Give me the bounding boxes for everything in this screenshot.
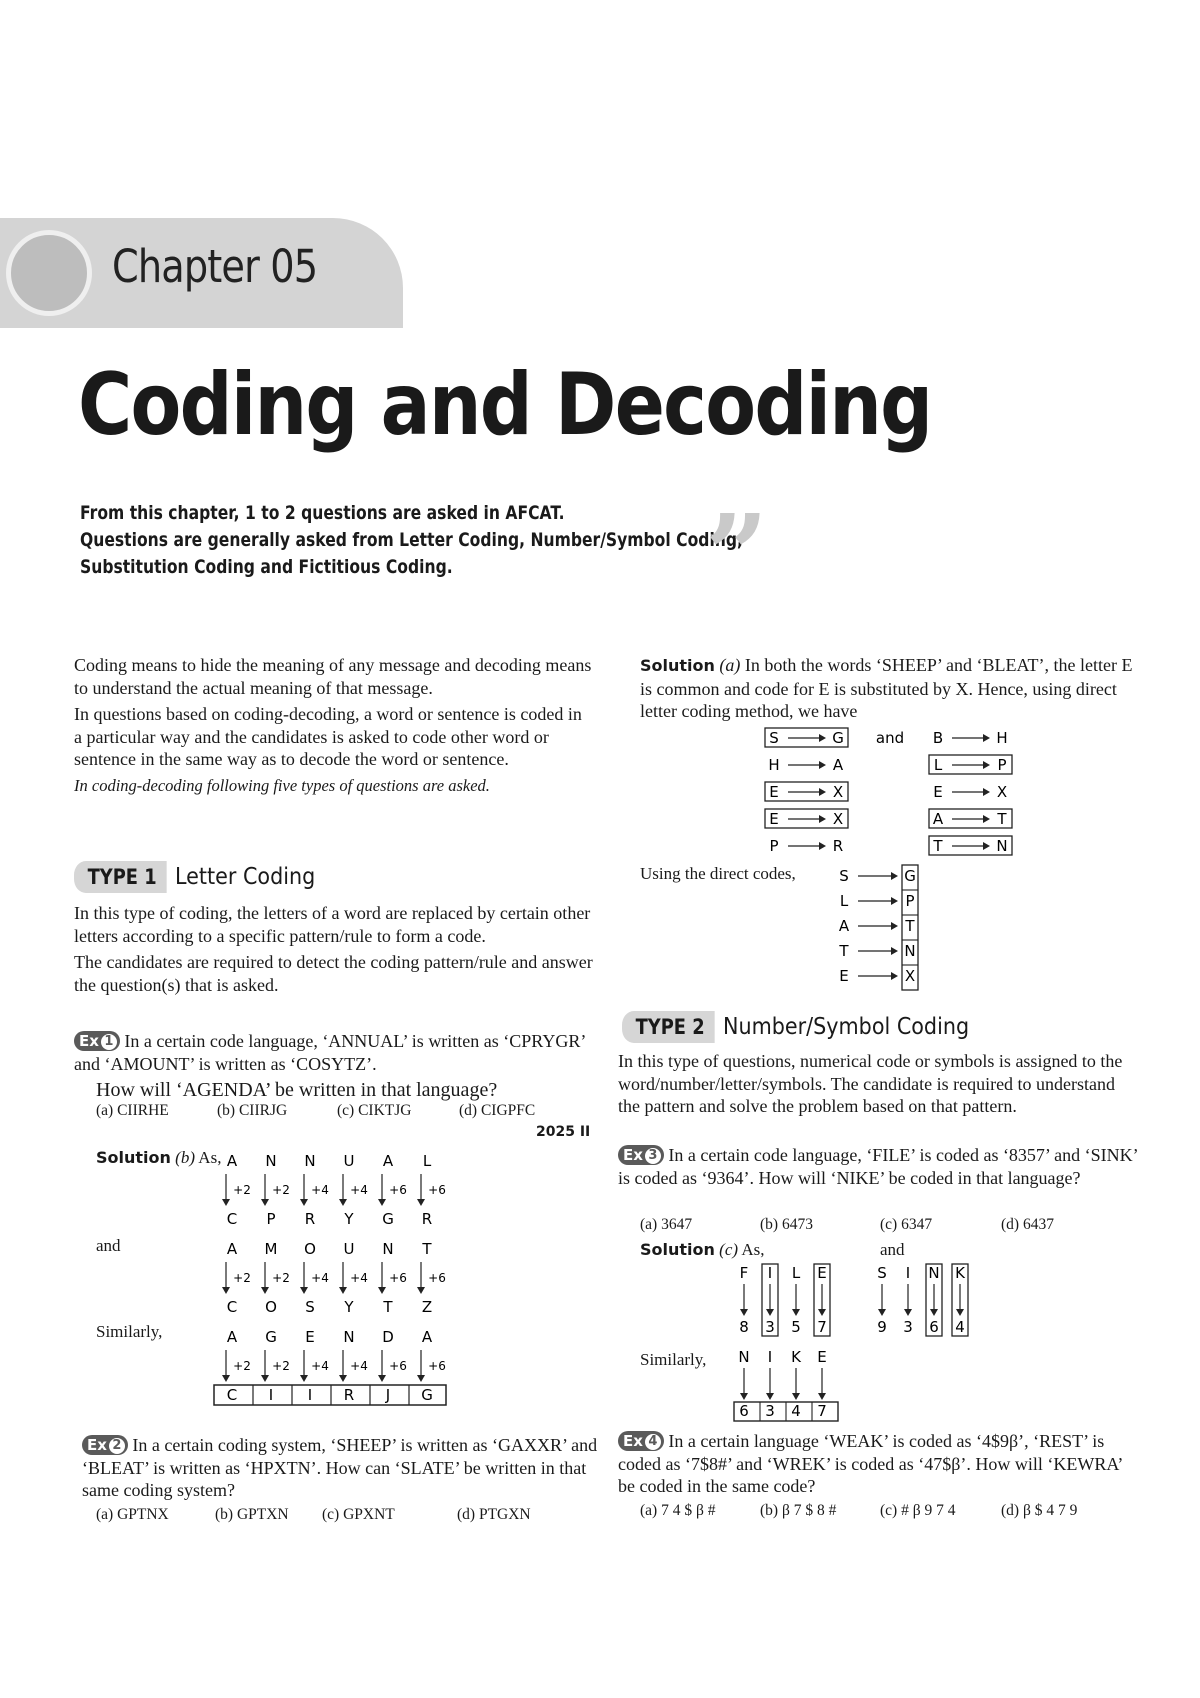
ex1-row3-step: +4 [311,1359,329,1373]
type1-name: Letter Coding [175,864,316,890]
nike-arrow-head [792,1393,800,1400]
type2-heading [622,1010,997,1044]
nike-letter: I [767,1348,773,1366]
ex4-options [640,1502,1077,1520]
nike-digit: 4 [791,1402,801,1420]
ex1-row3-top-letter: E [305,1328,315,1346]
ex1-row1-bottom-letter: C [226,1210,238,1228]
ex1-solution-label: Solution [96,1148,171,1167]
bleat-map-arrow-head [983,815,990,823]
ex2-solution-label: Solution [640,656,715,675]
sheep-map-source-letter: P [769,837,779,855]
bleat-map-source-letter: A [932,810,944,828]
ex1-row3-arrow-head [222,1375,230,1382]
ex3-text: In a certain code language, ‘FILE’ is coded as ‘8357’ and ‘SINK’ is coded as ‘9364’. How will ‘NIKE’ be coded in that language? [618,1145,1138,1188]
sheep-map-code-letter: G [832,729,844,747]
sheep-map-code-letter: X [832,810,844,828]
sink-letter: I [905,1264,911,1282]
nike-digit: 6 [739,1402,749,1420]
sink-arrow-head [878,1309,886,1316]
ex3-nike-diagram [732,1346,842,1426]
ex1-row1-step: +4 [311,1183,329,1197]
ex1-row2-bottom-letter: T [383,1298,393,1316]
ex1-row3-step: +4 [350,1359,368,1373]
ex3-solution-answer: (c) [719,1240,739,1259]
para-coding-questions: In questions based on coding-decoding, a word or sentence is coded in a particular way and the candidates is asked to code other word or sentence in the same way as to decode the word or sentence. [74,704,582,769]
ex1-row3-step: +2 [272,1359,290,1373]
ex1-row3-bottom-letter: I [307,1386,313,1404]
ex2-badge [82,1435,128,1455]
nike-digit: 7 [817,1402,827,1420]
nike-letter: E [817,1348,827,1366]
bleat-map-source-letter: B [932,729,944,747]
ex3-options [640,1216,1054,1234]
direct-source-letter: S [839,867,849,885]
nike-letter: K [791,1348,801,1366]
ex2-direct-codes [836,864,936,994]
quote-mark-icon: ” [705,490,769,619]
ex1-row1-bottom-letter: R [421,1210,433,1228]
ex3-option-a: (a) 3647 [640,1216,693,1233]
bleat-map-code-letter: T [997,810,1007,828]
sheep-map-arrow-head [819,788,826,796]
ex2-solution [640,654,1140,727]
ex2-option-d: (d) PTGXN [457,1506,531,1523]
bleat-map-code-letter: X [996,783,1008,801]
sheep-map-source-letter: S [769,729,779,747]
ex1-row1-top-letter: N [265,1152,277,1170]
bleat-map-source-letter: T [933,837,943,855]
file-arrow-head [740,1309,748,1316]
chapter-title: Coding and Decoding [78,355,932,455]
ex1-row2-step: +6 [389,1271,407,1285]
sheep-map-source-letter: E [769,783,779,801]
nike-letter: N [738,1348,750,1366]
para-five-types: In coding-decoding following five types of questions are asked. [74,775,490,795]
direct-source-letter: T [839,942,849,960]
ex1-row2-arrow-head [222,1287,230,1294]
direct-arrow-head [891,922,898,930]
ex1-row2-bottom-letter: S [305,1298,315,1316]
direct-source-letter: L [839,892,849,910]
ex1-row1-step: +2 [272,1183,290,1197]
ex1-row3-top-letter: D [382,1328,394,1346]
ex2-options [96,1506,531,1524]
ex1-row1-step: +2 [233,1183,251,1197]
intro-line-3: Substitution Coding and Fictitious Coding. [80,556,453,578]
ex1-row3-step: +6 [428,1359,446,1373]
ex1-row2-top-letter: M [264,1240,278,1258]
example-4 [618,1430,1138,1502]
bleat-map-arrow-head [983,734,990,742]
ex1-row2-arrow-head [300,1287,308,1294]
ex2-option-b: (b) GPTXN [215,1506,289,1523]
file-letter: L [791,1264,801,1282]
ex1-row1-top-letter: A [382,1152,394,1170]
sheep-map-source-letter: E [769,810,779,828]
ex1-option-a: (a) CIIRHE [96,1102,169,1119]
ex1-row1-arrow-head [378,1199,386,1206]
ex1-row3-bottom-letter: G [421,1386,433,1404]
ex1-row1-arrow-head [339,1199,347,1206]
ex1-option-c: (c) CIKTJG [337,1102,412,1119]
chapter-circle-icon [6,230,92,316]
direct-arrow-head [891,947,898,955]
direct-source-letter: A [838,917,850,935]
ex1-solution-as: As, [198,1148,222,1167]
sheep-map-source-letter: H [768,756,780,774]
intro-line-2: Questions are generally asked from Letter Coding, Number/Symbol Coding, [80,529,743,551]
sink-digit: 9 [877,1318,887,1336]
direct-code-letter: T [905,917,915,935]
ex1-row3-top-letter: A [421,1328,433,1346]
file-arrow-head [818,1309,826,1316]
ex3-badge-label: Ex [623,1146,643,1164]
nike-arrow-head [766,1393,774,1400]
left-column [74,654,594,801]
ex1-row2-step: +4 [311,1271,329,1285]
bleat-map-arrow-head [983,788,990,796]
ex1-row2-bottom-letter: C [226,1298,238,1316]
sink-letter: S [877,1264,887,1282]
ex1-row1-step: +6 [389,1183,407,1197]
sheep-map-arrow-head [819,761,826,769]
ex4-text: In a certain language ‘WEAK’ is coded as ‘4$9β’, ‘REST’ is coded as ‘7$8#’ and ‘WREK’ is coded as ‘47$β’. How will ‘KEWRA’ be coded in the same code? [618,1431,1123,1496]
direct-code-letter: P [905,892,915,910]
sheep-map-code-letter: X [832,783,844,801]
ex4-badge [618,1431,664,1451]
ex1-row2-arrow-head [417,1287,425,1294]
file-letter: I [767,1264,773,1282]
bleat-map-arrow-head [983,761,990,769]
ex1-and-label: and [96,1236,121,1255]
ex1-text: In a certain code language, ‘ANNUAL’ is written as ‘CPRYGR’ and ‘AMOUNT’ is written as ‘COSYTZ’. [74,1031,585,1074]
ex1-row2-arrow-head [261,1287,269,1294]
ex3-solution-label: Solution [640,1240,715,1259]
type2-body: In this type of questions, numerical code or symbols is assigned to the word/number/letter/symbols. The candidate is required to understand the pattern and solve the problem based on that pattern. [618,1051,1123,1116]
ex1-row1-bottom-letter: G [382,1210,394,1228]
sheep-map-arrow-head [819,734,826,742]
ex1-row3-bottom-letter: J [385,1386,391,1404]
ex3-solution-as: As, [741,1240,765,1259]
nike-arrow-head [740,1393,748,1400]
sink-digit: 6 [929,1318,939,1336]
ex4-option-c: (c) # β 9 7 4 [880,1502,956,1519]
ex1-row1-top-letter: N [304,1152,316,1170]
ex1-row1-top-letter: U [343,1152,355,1170]
sheep-map-code-letter: A [832,756,844,774]
sol2-and-text: and [875,729,905,747]
ex1-row3-arrow-head [378,1375,386,1382]
ex3-solution [640,1240,765,1260]
type2-name: Number/Symbol Coding [723,1014,970,1040]
ex1-row1-arrow-head [417,1199,425,1206]
direct-source-letter: E [839,967,849,985]
bleat-map-code-letter: H [996,729,1008,747]
ex1-row2-step: +4 [350,1271,368,1285]
ex1-row2-step: +2 [233,1271,251,1285]
ex4-badge-label: Ex [623,1432,643,1450]
ex1-row3-arrow-head [261,1375,269,1382]
ex1-row3-arrow-head [417,1375,425,1382]
ex1-row2-bottom-letter: Y [344,1298,354,1316]
ex1-row2-arrow-head [339,1287,347,1294]
direct-arrow-head [891,972,898,980]
ex3-similarly-label: Similarly, [640,1350,707,1369]
ex1-row3-bottom-letter: C [226,1386,238,1404]
ex1-row2-top-letter: O [304,1240,316,1258]
sink-arrow-head [904,1309,912,1316]
sheep-map-arrow-head [819,815,826,823]
ex1-badge [74,1031,120,1051]
file-letter: E [817,1264,827,1282]
ex1-row1-bottom-letter: Y [344,1210,354,1228]
sink-arrow-head [956,1309,964,1316]
file-arrow-head [766,1309,774,1316]
ex3-badge [618,1145,664,1165]
direct-arrow-head [891,897,898,905]
file-digit: 5 [791,1318,801,1336]
intro-line-1: From this chapter, 1 to 2 questions are asked in AFCAT. [80,502,565,524]
ex1-row1-step: +6 [428,1183,446,1197]
ex1-row1-arrow-head [222,1199,230,1206]
ex3-option-c: (c) 6347 [880,1216,933,1233]
sink-arrow-head [930,1309,938,1316]
ex1-options [96,1102,535,1120]
ex1-similarly-label: Similarly, [96,1322,163,1341]
ex1-row3-step: +2 [233,1359,251,1373]
ex1-row3-top-letter: G [265,1328,277,1346]
ex1-question: How will ‘AGENDA’ be written in that language? [96,1079,498,1101]
file-digit: 3 [765,1318,775,1336]
bleat-map-source-letter: E [933,783,943,801]
ex2-direct-coding-table [760,724,1020,858]
example-2 [82,1434,602,1506]
example-1 [74,1030,594,1106]
ex1-row1-step: +4 [350,1183,368,1197]
type2-badge: TYPE 2 [622,1011,715,1043]
ex1-row2-bottom-letter: O [265,1298,277,1316]
ex2-number: 2 [109,1438,125,1454]
ex3-file-diagram [732,1262,842,1338]
file-digit: 7 [817,1318,827,1336]
ex1-solution-answer: (b) [175,1148,195,1167]
type1-body [74,902,594,1000]
ex2-text: In a certain coding system, ‘SHEEP’ is written as ‘GAXXR’ and ‘BLEAT’ is written as ‘HPXTN’. How can ‘SLATE’ be written in that same coding system? [82,1435,598,1500]
ex1-row3-top-letter: A [226,1328,238,1346]
ex1-option-d: (d) CIGPFC [459,1102,536,1119]
ex4-option-a: (a) 7 4 $ β # [640,1502,716,1519]
ex1-row3-step: +6 [389,1359,407,1373]
ex1-row3-top-letter: N [343,1328,355,1346]
ex3-number: 3 [645,1148,661,1164]
bleat-map-arrow-head [983,842,990,850]
ex1-row1-top-letter: A [226,1152,238,1170]
direct-code-letter: N [904,942,916,960]
file-letter: F [739,1264,749,1282]
ex1-row2-step: +2 [272,1271,290,1285]
ex2-solution-answer: (a) [719,655,741,675]
para-coding-definition: Coding means to hide the meaning of any message and decoding means to understand the actual meaning of that message. [74,655,592,698]
ex2-solution-text: In both the words ‘SHEEP’ and ‘BLEAT’, the letter E is common and code for E is substituted by X. Hence, using direct letter coding method, we have [640,655,1133,721]
ex1-badge-label: Ex [79,1032,99,1050]
direct-code-letter: G [904,867,916,885]
ex3-and-label: and [880,1240,905,1259]
ex1-row2-step: +6 [428,1271,446,1285]
sink-digit: 3 [903,1318,913,1336]
ex3-option-b: (b) 6473 [760,1216,813,1233]
file-arrow-head [792,1309,800,1316]
sink-letter: K [955,1264,965,1282]
ex1-row3-bottom-letter: I [268,1386,274,1404]
ex1-row2-top-letter: A [226,1240,238,1258]
ex1-row3-arrow-head [300,1375,308,1382]
type1-para-2: The candidates are required to detect the coding pattern/rule and answer the question(s) that is asked. [74,952,593,995]
ex1-row1-bottom-letter: P [266,1210,276,1228]
bleat-map-code-letter: P [997,756,1007,774]
ex2-direct-label: Using the direct codes, [640,864,796,883]
ex2-option-c: (c) GPXNT [322,1506,395,1523]
sheep-map-arrow-head [819,842,826,850]
nike-digit: 3 [765,1402,775,1420]
ex1-row2-top-letter: U [343,1240,355,1258]
ex1-row2-top-letter: N [382,1240,394,1258]
ex4-number: 4 [645,1434,661,1450]
example-3 [618,1144,1138,1193]
ex1-row3-bottom-letter: R [343,1386,355,1404]
sink-letter: N [928,1264,940,1282]
type1-para-1: In this type of coding, the letters of a word are replaced by certain other letters according to a specific pattern/rule to form a code. [74,903,591,946]
ex1-row1-bottom-letter: R [304,1210,316,1228]
ex1-row1-arrow-head [261,1199,269,1206]
ex2-option-a: (a) GPTNX [96,1506,169,1523]
file-digit: 8 [739,1318,749,1336]
ex1-number: 1 [101,1034,117,1050]
sink-digit: 4 [955,1318,965,1336]
ex1-row2-arrow-head [378,1287,386,1294]
ex3-option-d: (d) 6437 [1001,1216,1054,1233]
direct-code-letter: X [904,967,916,985]
ex1-option-b: (b) CIIRJG [217,1102,288,1119]
ex1-answer-box [214,1385,446,1405]
ex1-row3-arrow-head [339,1375,347,1382]
ex1-row2-bottom-letter: Z [421,1298,433,1316]
ex1-coding-diagram [210,1146,460,1426]
ex4-option-d: (d) β $ 4 7 9 [1001,1502,1078,1519]
ex4-option-b: (b) β 7 $ 8 # [760,1502,837,1519]
ex2-badge-label: Ex [87,1436,107,1454]
bleat-map-code-letter: N [996,837,1008,855]
ex3-sink-diagram [870,1262,980,1338]
ex1-solution [96,1148,221,1168]
ex1-year-tag: 2025 II [536,1124,591,1140]
ex1-row2-top-letter: T [422,1240,432,1258]
chapter-label: Chapter 05 [112,240,318,293]
bleat-map-source-letter: L [933,756,943,774]
type1-heading [74,860,331,894]
type1-badge: TYPE 1 [74,861,167,893]
ex1-row1-arrow-head [300,1199,308,1206]
direct-arrow-head [891,872,898,880]
nike-arrow-head [818,1393,826,1400]
sheep-map-code-letter: R [832,837,844,855]
ex1-row1-top-letter: L [422,1152,432,1170]
